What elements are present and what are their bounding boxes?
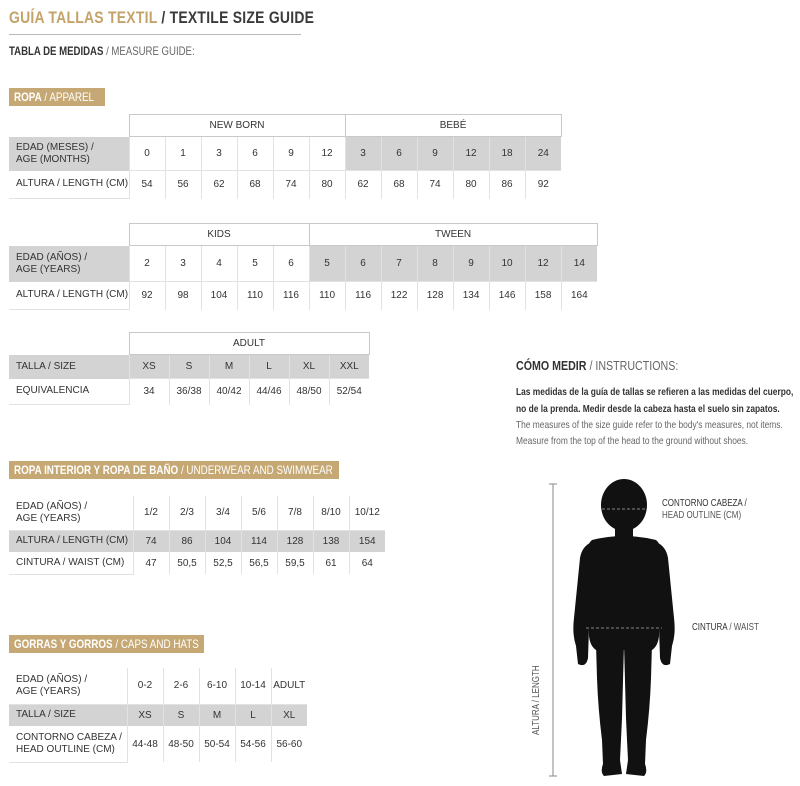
table-cell: 5 bbox=[237, 246, 273, 282]
row-label-line: EDAD (AÑOS) / bbox=[16, 673, 88, 685]
table-corner bbox=[9, 115, 129, 137]
table-cell: 86 bbox=[489, 171, 525, 199]
row-label-line: CONTORNO CABEZA / bbox=[16, 731, 122, 743]
table-cell: 50-54 bbox=[199, 726, 235, 762]
table-cell: 4 bbox=[201, 246, 237, 282]
table-cell: 62 bbox=[345, 171, 381, 199]
table-cell: 128 bbox=[277, 530, 313, 552]
table-cell: 110 bbox=[309, 282, 345, 310]
table-cell: 64 bbox=[349, 552, 385, 574]
table-cell: 5 bbox=[309, 246, 345, 282]
table-cell: L bbox=[235, 704, 271, 726]
table-cell: 56,5 bbox=[241, 552, 277, 574]
table-cell: 6 bbox=[237, 137, 273, 171]
instructions-title bbox=[516, 358, 678, 373]
table-cell: 154 bbox=[349, 530, 385, 552]
table-cell: 6 bbox=[381, 137, 417, 171]
table-cell: 7/8 bbox=[277, 496, 313, 530]
instructions-title-sep: / bbox=[586, 358, 596, 373]
table-cell: 80 bbox=[453, 171, 489, 199]
table-cell: 74 bbox=[133, 530, 169, 552]
table-cell: 164 bbox=[561, 282, 597, 310]
apparel-banner bbox=[9, 88, 105, 106]
table-cell: 92 bbox=[525, 171, 561, 199]
apparel-table-newborn-bebe bbox=[9, 114, 562, 199]
row-label-equivalence: EQUIVALENCIA bbox=[9, 379, 129, 405]
page-subtitle bbox=[9, 44, 195, 58]
table-cell: 116 bbox=[345, 282, 381, 310]
waist-label-sep: / bbox=[727, 622, 734, 633]
table-cell: 54-56 bbox=[235, 726, 271, 762]
instructions-line-1: Las medidas de la guía de tallas se refieren a las medidas del cuerpo, bbox=[516, 386, 794, 398]
table-cell: 54 bbox=[129, 171, 165, 199]
table-cell: 2/3 bbox=[169, 496, 205, 530]
table-cell: 44/46 bbox=[249, 379, 289, 405]
table-cell: 12 bbox=[525, 246, 561, 282]
table-cell: 74 bbox=[417, 171, 453, 199]
table-cell: 122 bbox=[381, 282, 417, 310]
table-cell: 34 bbox=[129, 379, 169, 405]
instructions-line-3: The measures of the size guide refer to the body's measures, not items. bbox=[516, 419, 783, 431]
apparel-table-adult bbox=[9, 332, 370, 405]
row-label-age-months bbox=[9, 137, 129, 171]
row-label-line: AGE (YEARS) bbox=[16, 685, 81, 697]
table-cell: 56-60 bbox=[271, 726, 307, 762]
row-label-length: ALTURA / LENGTH (CM) bbox=[9, 530, 133, 552]
table-cell: 114 bbox=[241, 530, 277, 552]
instructions-title-es: CÓMO MEDIR bbox=[516, 358, 587, 373]
table-cell: 36/38 bbox=[169, 379, 209, 405]
table-cell: 10-14 bbox=[235, 668, 271, 704]
caps-banner-es: GORRAS Y GORROS bbox=[14, 637, 113, 651]
table-cell: 52,5 bbox=[205, 552, 241, 574]
row-label-age-years bbox=[9, 496, 133, 530]
table-cell: 74 bbox=[273, 171, 309, 199]
table-cell: 158 bbox=[525, 282, 561, 310]
apparel-banner-en: APPAREL bbox=[49, 90, 95, 104]
table-cell: 56 bbox=[165, 171, 201, 199]
table-cell: 40/42 bbox=[209, 379, 249, 405]
table-cell: 5/6 bbox=[241, 496, 277, 530]
row-label-age-years bbox=[9, 668, 127, 704]
row-label-length: ALTURA / LENGTH (CM) bbox=[9, 282, 129, 310]
row-label-line: AGE (YEARS) bbox=[16, 512, 81, 524]
row-label-line: EDAD (MESES) / bbox=[16, 141, 94, 153]
table-cell: XS bbox=[127, 704, 163, 726]
table-cell: 116 bbox=[273, 282, 309, 310]
subtitle-spanish: TABLA DE MEDIDAS bbox=[9, 44, 104, 58]
row-label-waist: CINTURA / WAIST (CM) bbox=[9, 552, 133, 574]
apparel-banner-sep: / bbox=[41, 90, 50, 104]
underwear-banner-en: UNDERWEAR AND SWIMWEAR bbox=[186, 463, 333, 477]
group-header-tween: TWEEN bbox=[309, 224, 597, 246]
table-cell: 146 bbox=[489, 282, 525, 310]
subtitle-english: MEASURE GUIDE: bbox=[111, 44, 195, 58]
table-cell: 3 bbox=[201, 137, 237, 171]
table-cell: 3 bbox=[345, 137, 381, 171]
table-cell: 104 bbox=[205, 530, 241, 552]
waist-label bbox=[692, 622, 759, 634]
instructions-title-en: INSTRUCTIONS: bbox=[595, 358, 679, 373]
page-title bbox=[9, 8, 314, 28]
head-outline-label-es: CONTORNO CABEZA / bbox=[662, 498, 747, 509]
title-separator: / bbox=[157, 8, 170, 27]
row-label-line: AGE (MONTHS) bbox=[16, 153, 90, 165]
table-cell: 110 bbox=[237, 282, 273, 310]
group-header-bebe: BEBÉ bbox=[345, 115, 561, 137]
table-cell: 62 bbox=[201, 171, 237, 199]
table-cell: 6 bbox=[273, 246, 309, 282]
head-outline-label-en: HEAD OUTLINE (CM) bbox=[662, 510, 742, 521]
table-cell: 6-10 bbox=[199, 668, 235, 704]
title-english: TEXTILE SIZE GUIDE bbox=[169, 8, 315, 27]
row-label-size: TALLA / SIZE bbox=[9, 355, 129, 379]
table-cell: 68 bbox=[381, 171, 417, 199]
table-cell: 80 bbox=[309, 171, 345, 199]
table-cell: 86 bbox=[169, 530, 205, 552]
apparel-table-kids-tween bbox=[9, 223, 598, 310]
table-cell: 47 bbox=[133, 552, 169, 574]
table-cell: 7 bbox=[381, 246, 417, 282]
underwear-banner-es: ROPA INTERIOR Y ROPA DE BAÑO bbox=[14, 463, 179, 477]
table-cell: 8/10 bbox=[313, 496, 349, 530]
table-corner bbox=[9, 333, 129, 355]
table-cell: 3 bbox=[165, 246, 201, 282]
table-cell: 2 bbox=[129, 246, 165, 282]
table-cell: 98 bbox=[165, 282, 201, 310]
underwear-banner-sep: / bbox=[178, 463, 187, 477]
table-cell: 61 bbox=[313, 552, 349, 574]
row-label-line: EDAD (AÑOS) / bbox=[16, 500, 88, 512]
table-cell: 68 bbox=[237, 171, 273, 199]
row-label-line: HEAD OUTLINE (CM) bbox=[16, 743, 115, 755]
table-cell: 138 bbox=[313, 530, 349, 552]
table-cell: 10 bbox=[489, 246, 525, 282]
table-cell: 1 bbox=[165, 137, 201, 171]
apparel-banner-es: ROPA bbox=[14, 90, 42, 104]
row-label-length: ALTURA / LENGTH (CM) bbox=[9, 171, 129, 199]
group-header-kids: KIDS bbox=[129, 224, 309, 246]
table-cell: S bbox=[163, 704, 199, 726]
table-cell: 0 bbox=[129, 137, 165, 171]
waist-label-es: CINTURA bbox=[692, 622, 728, 633]
table-cell: 134 bbox=[453, 282, 489, 310]
table-cell: M bbox=[209, 355, 249, 379]
child-silhouette-figure bbox=[540, 478, 700, 784]
table-cell: 18 bbox=[489, 137, 525, 171]
group-header-adult: ADULT bbox=[129, 333, 369, 355]
table-cell: 50,5 bbox=[169, 552, 205, 574]
table-cell: 10/12 bbox=[349, 496, 385, 530]
table-cell: 0-2 bbox=[127, 668, 163, 704]
caps-banner bbox=[9, 635, 204, 653]
row-label-size: TALLA / SIZE bbox=[9, 704, 127, 726]
table-cell: 2-6 bbox=[163, 668, 199, 704]
table-cell: XXL bbox=[329, 355, 369, 379]
table-cell: XL bbox=[271, 704, 307, 726]
table-cell: XS bbox=[129, 355, 169, 379]
table-cell: 14 bbox=[561, 246, 597, 282]
table-cell: 59,5 bbox=[277, 552, 313, 574]
underwear-banner bbox=[9, 461, 339, 479]
subtitle-separator: / bbox=[103, 44, 112, 58]
caps-banner-en: CAPS AND HATS bbox=[120, 637, 199, 651]
table-cell: 92 bbox=[129, 282, 165, 310]
group-header-newborn: NEW BORN bbox=[129, 115, 345, 137]
table-cell: 9 bbox=[273, 137, 309, 171]
instructions-line-4: Measure from the top of the head to the ground without shoes. bbox=[516, 435, 749, 447]
table-cell: 12 bbox=[309, 137, 345, 171]
row-label-line: AGE (YEARS) bbox=[16, 263, 81, 275]
table-cell: 52/54 bbox=[329, 379, 369, 405]
instructions-line-2: no de la prenda. Medir desde la cabeza hasta el suelo sin zapatos. bbox=[516, 403, 780, 415]
row-label-line: EDAD (AÑOS) / bbox=[16, 251, 88, 263]
table-cell: 3/4 bbox=[205, 496, 241, 530]
table-cell: 48/50 bbox=[289, 379, 329, 405]
table-cell: 9 bbox=[417, 137, 453, 171]
table-cell: 24 bbox=[525, 137, 561, 171]
table-cell: L bbox=[249, 355, 289, 379]
table-cell: 1/2 bbox=[133, 496, 169, 530]
table-cell: 8 bbox=[417, 246, 453, 282]
head-outline-label bbox=[662, 498, 747, 522]
title-spanish: GUÍA TALLAS TEXTIL bbox=[9, 8, 158, 27]
table-cell: 104 bbox=[201, 282, 237, 310]
table-cell: XL bbox=[289, 355, 329, 379]
table-cell: S bbox=[169, 355, 209, 379]
caps-table bbox=[9, 668, 307, 763]
table-cell: 12 bbox=[453, 137, 489, 171]
caps-banner-sep: / bbox=[112, 637, 121, 651]
table-cell: 128 bbox=[417, 282, 453, 310]
waist-label-en: WAIST bbox=[733, 622, 759, 633]
table-corner bbox=[9, 224, 129, 246]
row-label-age-years bbox=[9, 246, 129, 282]
table-cell: 44-48 bbox=[127, 726, 163, 762]
row-label-head-outline bbox=[9, 726, 127, 762]
table-cell: 48-50 bbox=[163, 726, 199, 762]
table-cell: 6 bbox=[345, 246, 381, 282]
underwear-table bbox=[9, 496, 385, 575]
table-cell: ADULT bbox=[271, 668, 307, 704]
table-cell: 9 bbox=[453, 246, 489, 282]
table-cell: M bbox=[199, 704, 235, 726]
height-label: ALTURA / LENGTH bbox=[531, 665, 542, 735]
title-divider bbox=[9, 34, 301, 35]
height-label-wrapper bbox=[531, 655, 545, 735]
